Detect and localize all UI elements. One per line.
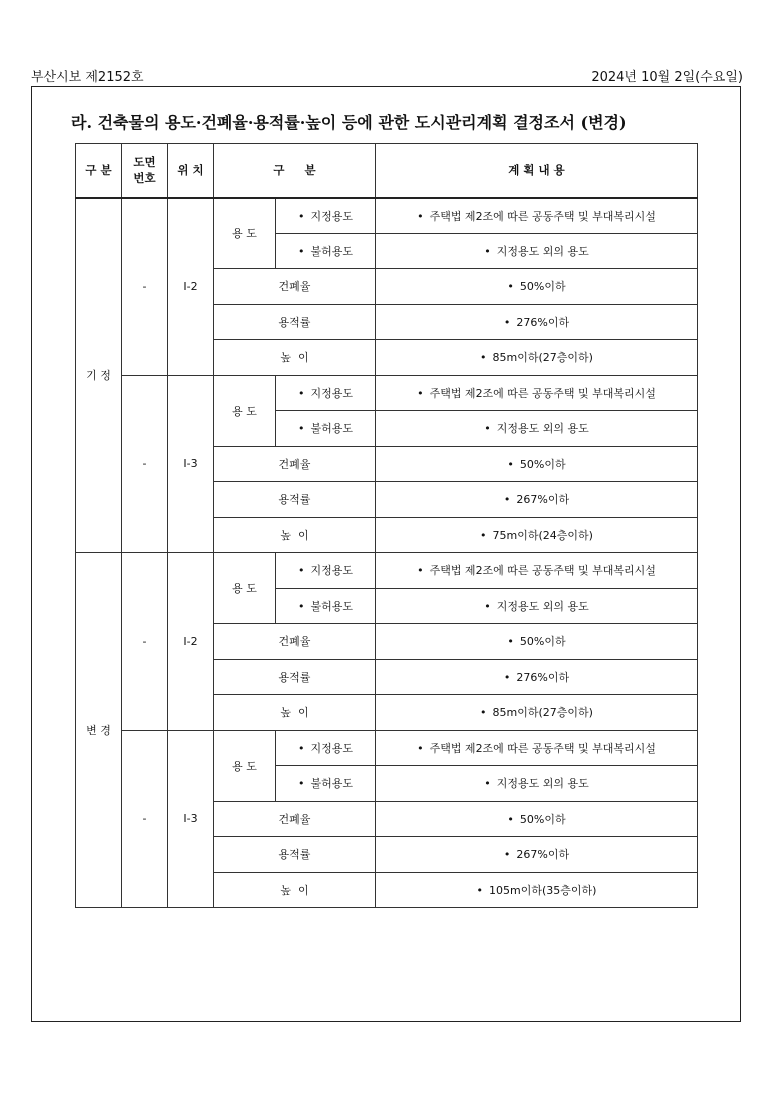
map-no-cell: - [122, 553, 168, 731]
far-value [376, 659, 698, 695]
prohibited-use-value [376, 766, 698, 802]
designated-use-text: • 지정용도 [298, 742, 353, 755]
designated-use-value [376, 198, 698, 234]
category-cell: 기 정 [76, 198, 122, 553]
designated-use-value [376, 375, 698, 411]
designated-use-value-text: • 주택법 제2조에 따른 공동주택 및 부대복리시설 [417, 742, 656, 755]
header-item [214, 144, 376, 198]
height-value-text: • 75m이하(24층이하) [480, 529, 593, 542]
designated-use-value-text: • 주택법 제2조에 따른 공동주택 및 부대복리시설 [417, 210, 656, 223]
far-value [376, 837, 698, 873]
location-cell: Ⅰ-3 [168, 730, 214, 908]
coverage-value-text: • 50%이하 [507, 458, 565, 471]
prohibited-use-label [276, 766, 376, 802]
header-category: 구 분 [76, 144, 122, 198]
far-value-text: • 276%이하 [504, 671, 569, 684]
header-map-no-line2: 번호 [133, 171, 156, 186]
height-value [376, 872, 698, 908]
use-label: 용 도 [214, 375, 276, 446]
height-value-text: • 85m이하(27층이하) [480, 351, 593, 364]
designated-use-text: • 지정용도 [298, 564, 353, 577]
prohibited-use-value-text: • 지정용도 외의 용도 [484, 245, 589, 258]
header-map-no [122, 144, 168, 198]
coverage-value-text: • 50%이하 [507, 635, 565, 648]
coverage-value [376, 801, 698, 837]
location-cell: Ⅰ-2 [168, 553, 214, 731]
prohibited-use-label [276, 411, 376, 447]
coverage-value [376, 269, 698, 305]
map-no-cell: - [122, 375, 168, 553]
prohibited-use-value-text: • 지정용도 외의 용도 [484, 777, 589, 790]
prohibited-use-value [376, 411, 698, 447]
coverage-label: 건폐율 [214, 269, 376, 305]
height-value-text: • 85m이하(27층이하) [480, 706, 593, 719]
designated-use-label [276, 730, 376, 766]
map-no-cell: - [122, 198, 168, 376]
prohibited-use-value-text: • 지정용도 외의 용도 [484, 600, 589, 613]
decision-table [75, 143, 698, 908]
designated-use-text: • 지정용도 [298, 210, 353, 223]
designated-use-value [376, 553, 698, 589]
prohibited-use-text: • 불허용도 [298, 422, 353, 435]
far-label: 용적률 [214, 482, 376, 518]
coverage-value-text: • 50%이하 [507, 813, 565, 826]
section-title: 라. 건축물의 용도·건폐율·용적률·높이 등에 관한 도시관리계획 결정조서 (변경) [71, 113, 627, 132]
coverage-value [376, 446, 698, 482]
category-cell: 변 경 [76, 553, 122, 908]
height-label-text: 높 이 [280, 351, 309, 365]
far-label: 용적률 [214, 837, 376, 873]
table-row [76, 375, 698, 411]
height-label-text: 높 이 [280, 883, 309, 897]
designated-use-label [276, 553, 376, 589]
designated-use-value [376, 730, 698, 766]
far-value-text: • 267%이하 [504, 493, 569, 506]
prohibited-use-text: • 불허용도 [298, 245, 353, 258]
height-value [376, 517, 698, 553]
far-label: 용적률 [214, 304, 376, 340]
prohibited-use-label [276, 233, 376, 269]
height-value-text: • 105m이하(35층이하) [477, 884, 597, 897]
header-content: 계 획 내 용 [376, 144, 698, 198]
height-label-text: 높 이 [280, 706, 309, 720]
far-value-text: • 276%이하 [504, 316, 569, 329]
coverage-label: 건폐율 [214, 624, 376, 660]
use-label: 용 도 [214, 553, 276, 624]
header-map-no-line1: 도면 [133, 155, 156, 170]
prohibited-use-text: • 불허용도 [298, 600, 353, 613]
far-value [376, 482, 698, 518]
use-label: 용 도 [214, 198, 276, 269]
table-header-row [76, 144, 698, 198]
prohibited-use-value-text: • 지정용도 외의 용도 [484, 422, 589, 435]
publication-date: 2024년 10월 2일(수요일) [591, 70, 743, 85]
designated-use-label [276, 198, 376, 234]
prohibited-use-label [276, 588, 376, 624]
height-label [214, 517, 376, 553]
publication-label: 부산시보 제2152호 [31, 70, 144, 85]
coverage-value [376, 624, 698, 660]
table-row [76, 198, 698, 234]
location-cell: Ⅰ-2 [168, 198, 214, 376]
designated-use-value-text: • 주택법 제2조에 따른 공동주택 및 부대복리시설 [417, 564, 656, 577]
designated-use-text: • 지정용도 [298, 387, 353, 400]
height-label [214, 872, 376, 908]
height-value [376, 695, 698, 731]
table-row [76, 730, 698, 766]
coverage-value-text: • 50%이하 [507, 280, 565, 293]
prohibited-use-value [376, 588, 698, 624]
coverage-label: 건폐율 [214, 446, 376, 482]
far-value-text: • 267%이하 [504, 848, 569, 861]
header-item-text: 구 분 [273, 163, 316, 178]
height-label [214, 695, 376, 731]
use-label: 용 도 [214, 730, 276, 801]
prohibited-use-text: • 불허용도 [298, 777, 353, 790]
designated-use-value-text: • 주택법 제2조에 따른 공동주택 및 부대복리시설 [417, 387, 656, 400]
far-value [376, 304, 698, 340]
location-cell: Ⅰ-3 [168, 375, 214, 553]
far-label: 용적률 [214, 659, 376, 695]
height-label-text: 높 이 [280, 528, 309, 542]
header-location: 위 치 [168, 144, 214, 198]
coverage-label: 건폐율 [214, 801, 376, 837]
height-label [214, 340, 376, 376]
height-value [376, 340, 698, 376]
prohibited-use-value [376, 233, 698, 269]
table-row [76, 553, 698, 589]
designated-use-label [276, 375, 376, 411]
map-no-cell: - [122, 730, 168, 908]
